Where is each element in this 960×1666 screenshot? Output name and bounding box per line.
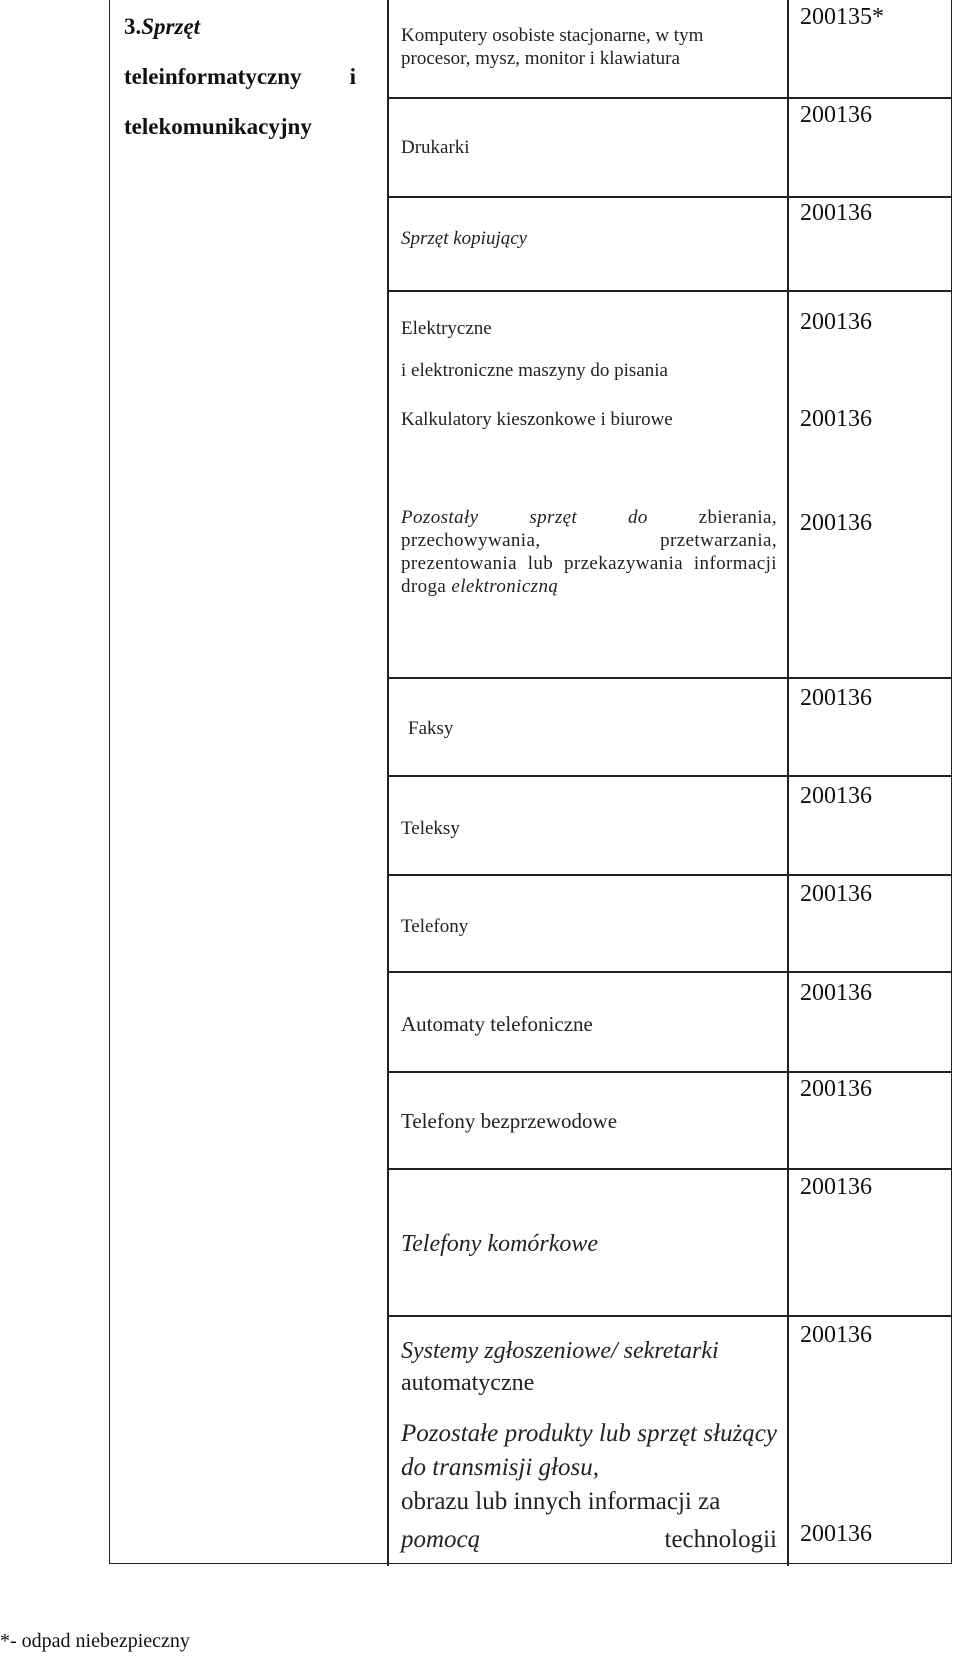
row-desc-italic: Pozostały sprzęt do [401,507,648,528]
row-desc-payphones: Automaty telefoniczne [401,1012,593,1036]
row-code: 200136 [800,200,872,226]
row-code: 200136 [800,102,872,128]
row-divider [388,290,952,292]
row-desc-line [401,1523,777,1557]
category-title-word: teleinformatyczny [124,64,302,89]
row-desc-italic: Pozostałe produkty lub sprzęt służący do transmisji głosu, [401,1420,777,1481]
row-code: 200136 [800,980,872,1006]
row-divider [388,1071,952,1073]
row-desc-line: i elektroniczne maszyny do pisania [401,360,668,381]
row-desc-italic: pomocą [401,1526,481,1553]
row-desc-typewriters [401,308,777,392]
category-title-word: i [349,64,356,89]
row-desc-fax: Faksy [408,718,454,739]
row-desc-other-voice [401,1417,777,1557]
row-divider [388,971,952,973]
row-desc-telephones: Telefony [401,916,469,937]
row-desc-printers: Drukarki [401,137,470,158]
row-divider [388,1168,952,1170]
row-desc-other-equipment [401,506,777,598]
row-desc-copiers: Sprzęt kopiujący [401,228,528,249]
row-code: 200136 [800,1322,872,1348]
row-divider [388,874,952,876]
row-divider [388,775,952,777]
row-desc-plain: obrazu lub innych informacji za [401,1488,721,1515]
row-divider [388,677,952,679]
row-desc-answering-machines [401,1335,777,1399]
row-code: 200136 [800,309,872,335]
column-divider-2 [787,0,789,1566]
footnote: *- odpad niebezpieczny [0,1630,190,1652]
row-desc-plain: zbierania, przechowywania, przetwarzania, prezentowania lub przekazywania informacji droga [401,507,777,597]
category-title-line2 [124,52,356,102]
row-desc-plain: technologii [664,1526,777,1553]
row-desc-mobile: Telefony komórkowe [401,1231,599,1257]
row-desc-cordless: Telefony bezprzewodowe [401,1109,618,1133]
row-desc-calculators: Kalkulatory kieszonkowe i biurowe [401,409,673,430]
category-heading [124,2,356,152]
row-code: 200136 [800,1521,872,1547]
row-divider [388,1315,952,1317]
column-divider-1 [387,0,389,1566]
row-desc-telex: Teleksy [401,818,460,839]
row-divider [388,196,952,198]
category-title-line3: telekomunikacyjny [124,114,312,139]
row-desc-line: Elektryczne [401,318,492,339]
row-desc-italic: elektroniczną [451,576,559,597]
row-code: 200136 [800,1076,872,1102]
row-code: 200136 [800,783,872,809]
row-code: 200136 [800,510,872,536]
category-title-italic: Sprzęt [141,14,201,39]
row-desc-italic: Systemy zgłoszeniowe/ sekretarki [401,1338,719,1364]
row-desc-computers: Komputery osobiste stacjonarne, w tym procesor, mysz, monitor i klawiatura [401,25,704,69]
row-desc-plain: automatyczne [401,1370,535,1396]
category-title-line1 [124,2,356,52]
category-number: 3. [124,14,142,39]
row-divider [388,97,952,99]
row-code: 200136 [800,881,872,907]
row-code: 200136 [800,1174,872,1200]
row-code: 200135* [800,4,884,30]
row-code: 200136 [800,685,872,711]
row-code: 200136 [800,406,872,432]
